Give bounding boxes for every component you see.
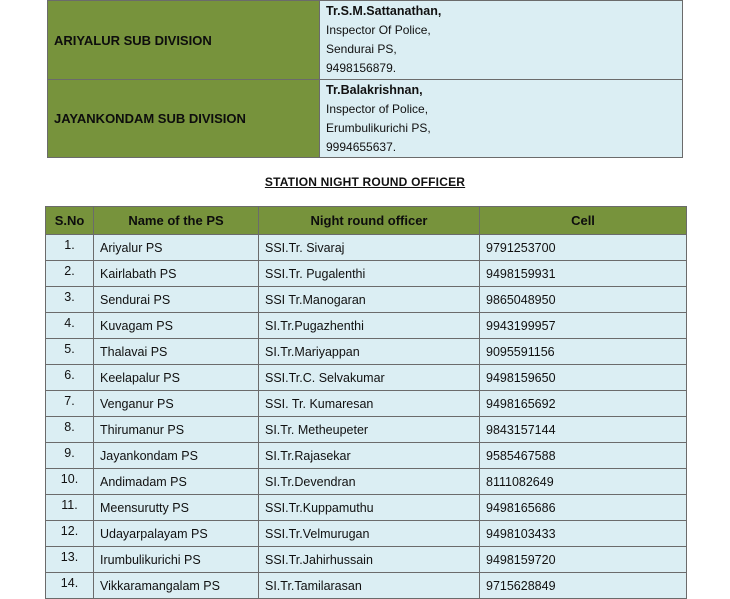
row-sno: 5. — [46, 339, 94, 365]
table-row — [46, 287, 687, 313]
row-cell: 9865048950 — [480, 287, 687, 313]
row-officer: SSI. Tr. Kumaresan — [259, 391, 480, 417]
row-ps-name: Thalavai PS — [94, 339, 259, 365]
row-sno: 13. — [46, 547, 94, 573]
officer-designation: Inspector Of Police, — [326, 23, 431, 37]
header-officer: Night round officer — [259, 207, 480, 235]
header-sno: S.No — [46, 207, 94, 235]
table-row — [46, 573, 687, 599]
row-cell: 9095591156 — [480, 339, 687, 365]
row-cell: 8111082649 — [480, 469, 687, 495]
row-cell: 9843157144 — [480, 417, 687, 443]
header-ps-name: Name of the PS — [94, 207, 259, 235]
sub-division-officer — [320, 1, 683, 80]
officer-name: Tr.Balakrishnan, — [326, 82, 423, 97]
officer-station: Sendurai PS, — [326, 42, 397, 56]
row-cell: 9498159650 — [480, 365, 687, 391]
table-row — [46, 495, 687, 521]
row-officer: SSI.Tr.Velmurugan — [259, 521, 480, 547]
row-sno: 14. — [46, 573, 94, 599]
station-night-round-table — [45, 206, 687, 599]
row-officer: SI.Tr.Rajasekar — [259, 443, 480, 469]
row-officer: SSI.Tr. Sivaraj — [259, 235, 480, 261]
table-row — [46, 391, 687, 417]
row-ps-name: Udayarpalayam PS — [94, 521, 259, 547]
row-ps-name: Ariyalur PS — [94, 235, 259, 261]
table-row — [46, 261, 687, 287]
row-cell: 9585467588 — [480, 443, 687, 469]
row-officer: SI.Tr.Devendran — [259, 469, 480, 495]
row-officer: SI.Tr.Pugazhenthi — [259, 313, 480, 339]
row-ps-name: Keelapalur PS — [94, 365, 259, 391]
station-rows — [46, 235, 687, 599]
row-ps-name: Meensurutty PS — [94, 495, 259, 521]
row-cell: 9498159720 — [480, 547, 687, 573]
row-sno: 2. — [46, 261, 94, 287]
officer-designation: Inspector of Police, — [326, 101, 429, 116]
officer-station: Erumbulikurichi PS, — [326, 120, 431, 135]
sub-division-row — [48, 1, 683, 80]
row-ps-name: Kuvagam PS — [94, 313, 259, 339]
row-cell: 9715628849 — [480, 573, 687, 599]
table-row — [46, 313, 687, 339]
table-row — [46, 235, 687, 261]
sub-division-row — [48, 80, 683, 158]
row-ps-name: Kairlabath PS — [94, 261, 259, 287]
row-cell: 9498165686 — [480, 495, 687, 521]
row-officer: SSI.Tr. Pugalenthi — [259, 261, 480, 287]
table-row — [46, 365, 687, 391]
row-ps-name: Irumbulikurichi PS — [94, 547, 259, 573]
sub-division-label: JAYANKONDAM SUB DIVISION — [48, 80, 320, 158]
sub-division-table — [47, 0, 683, 158]
table-row — [46, 443, 687, 469]
row-cell: 9498165692 — [480, 391, 687, 417]
row-sno: 7. — [46, 391, 94, 417]
row-sno: 11. — [46, 495, 94, 521]
row-sno: 4. — [46, 313, 94, 339]
table-row — [46, 469, 687, 495]
table-row — [46, 417, 687, 443]
header-cell: Cell — [480, 207, 687, 235]
row-sno: 1. — [46, 235, 94, 261]
officer-phone: 9994655637. — [326, 139, 397, 154]
row-officer: SSI Tr.Manogaran — [259, 287, 480, 313]
table-row — [46, 547, 687, 573]
row-cell: 9791253700 — [480, 235, 687, 261]
row-ps-name: Thirumanur PS — [94, 417, 259, 443]
row-officer: SI.Tr. Metheupeter — [259, 417, 480, 443]
row-sno: 10. — [46, 469, 94, 495]
table-row — [46, 339, 687, 365]
row-cell: 9498103433 — [480, 521, 687, 547]
section-heading: STATION NIGHT ROUND OFFICER — [264, 175, 466, 189]
officer-name: Tr.S.M.Sattanathan, — [326, 4, 442, 18]
row-officer: SSI.Tr.Jahirhussain — [259, 547, 480, 573]
row-sno: 6. — [46, 365, 94, 391]
table-row — [46, 521, 687, 547]
row-officer: SI.Tr.Tamilarasan — [259, 573, 480, 599]
table-header-row — [46, 207, 687, 235]
row-officer: SSI.Tr.Kuppamuthu — [259, 495, 480, 521]
row-ps-name: Sendurai PS — [94, 287, 259, 313]
row-sno: 9. — [46, 443, 94, 469]
row-ps-name: Andimadam PS — [94, 469, 259, 495]
row-ps-name: Jayankondam PS — [94, 443, 259, 469]
row-sno: 12. — [46, 521, 94, 547]
row-sno: 8. — [46, 417, 94, 443]
row-ps-name: Vikkaramangalam PS — [94, 573, 259, 599]
row-officer: SI.Tr.Mariyappan — [259, 339, 480, 365]
row-ps-name: Venganur PS — [94, 391, 259, 417]
officer-phone: 9498156879. — [326, 61, 397, 75]
row-sno: 3. — [46, 287, 94, 313]
sub-division-officer — [320, 80, 683, 158]
row-cell: 9943199957 — [480, 313, 687, 339]
sub-division-label: ARIYALUR SUB DIVISION — [48, 1, 320, 80]
row-cell: 9498159931 — [480, 261, 687, 287]
row-officer: SSI.Tr.C. Selvakumar — [259, 365, 480, 391]
